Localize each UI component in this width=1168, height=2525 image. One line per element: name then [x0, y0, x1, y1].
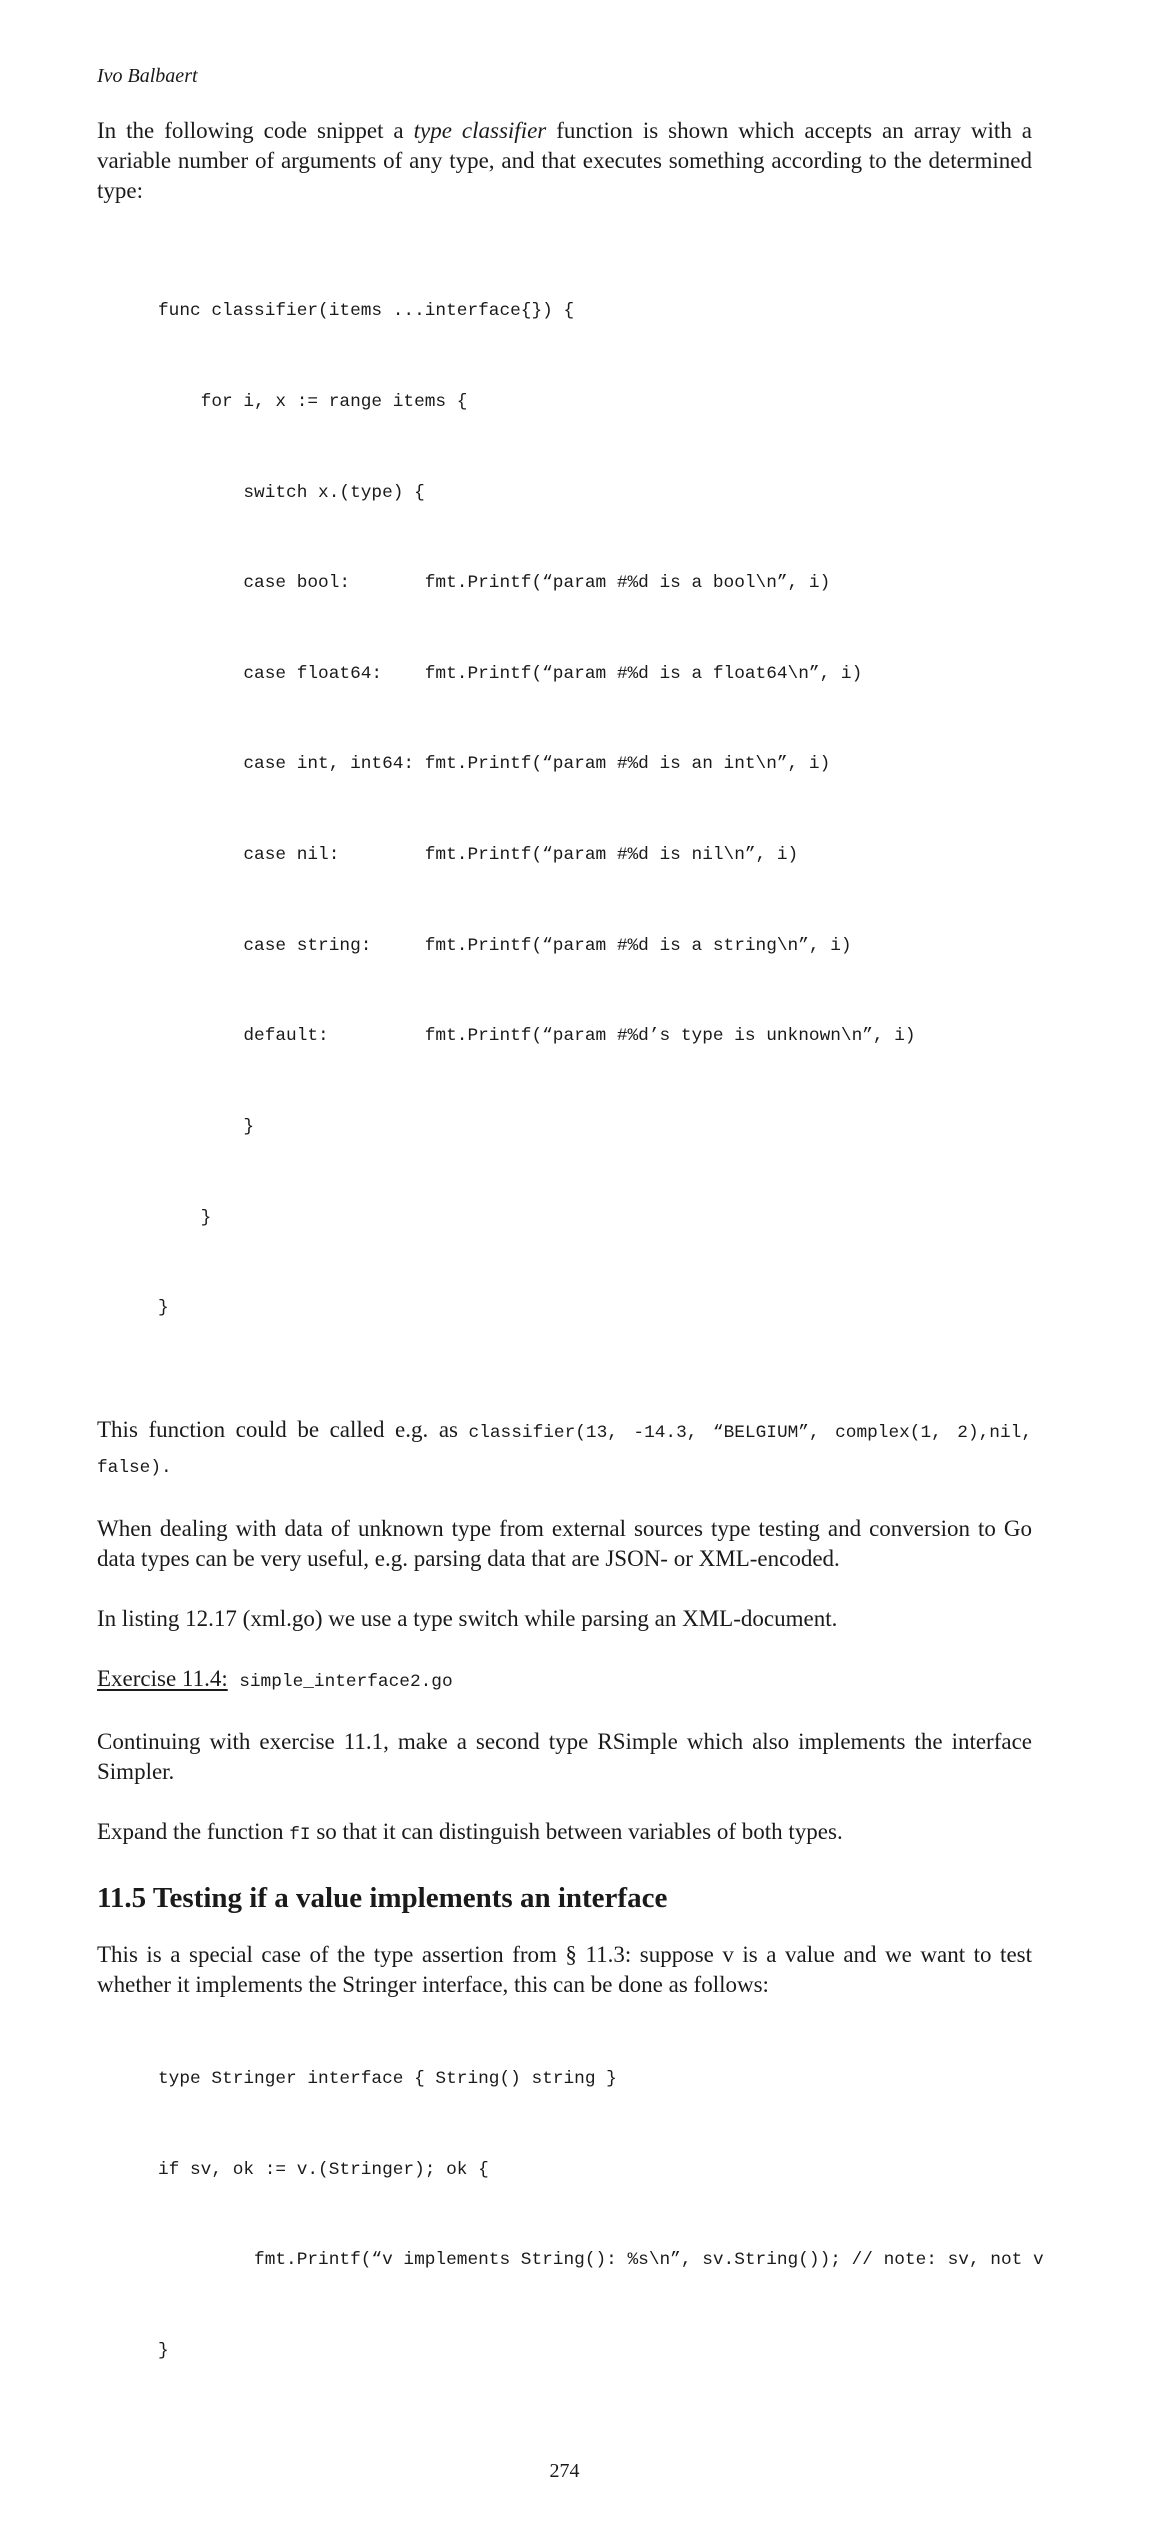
emphasis: type classifier — [413, 118, 547, 143]
exercise-label: Exercise 11.4: — [97, 1665, 228, 1691]
text: function is shown which accepts an array with a variable number of arguments of any type, and that executes something according to the determined type: — [97, 118, 1033, 203]
code-line: switch x.(type) { — [158, 482, 425, 503]
text: In the following code snippet a — [97, 118, 414, 143]
code-line: func classifier(items ...interface{}) { — [158, 301, 575, 322]
code-line: } — [158, 1298, 169, 1319]
code-line: type Stringer interface { String() string } — [158, 2069, 617, 2090]
text: so that it can distinguish between variables of both types. — [310, 1818, 843, 1844]
code-line: } — [158, 1116, 255, 1137]
call-example-paragraph — [97, 1414, 1032, 1484]
paragraph-stringer: This is a special case of the type assertion from § 11.3: suppose v is a value and we want to test whether it implements the Stringer interface, this can be done as follows: — [97, 1941, 1032, 1997]
running-header: Ivo Balbaert — [97, 65, 198, 87]
code-block-classifier — [158, 236, 1032, 1384]
paragraph-listing-ref: In listing 12.17 (xml.go) we use a type switch while parsing an XML-document. — [97, 1605, 838, 1631]
exercise-line — [97, 1664, 1032, 1697]
page-number: 274 — [549, 2459, 580, 2482]
code-line: for i, x := range items { — [158, 392, 468, 413]
code-line: } — [158, 1207, 212, 1228]
code-block-stringer — [158, 2004, 1044, 2427]
paragraph-external-data: When dealing with data of unknown type from external sources type testing and conversion to Go data types can be very useful, e.g. parsing data that are JSON- or XML-encoded. — [97, 1515, 1032, 1571]
code-line: if sv, ok := v.(Stringer); ok { — [158, 2159, 489, 2180]
code-line: case bool: fmt.Printf(“param #%d is a bool\n”, i) — [158, 573, 831, 594]
intro-paragraph — [97, 116, 1032, 206]
inline-code: classifier(13, -14.3, “BELGIUM”, complex(1, 2),nil, false). — [97, 1422, 1032, 1478]
code-line: case string: fmt.Printf(“param #%d is a string\n”, i) — [158, 935, 852, 956]
paragraph-exercise-desc: Continuing with exercise 11.1, make a second type RSimple which also implements the interface Simpler. — [97, 1728, 1032, 1784]
code-line: default: fmt.Printf(“param #%d’s type is unknown\n”, i) — [158, 1026, 916, 1047]
code-line: case nil: fmt.Printf(“param #%d is nil\n”, i) — [158, 845, 799, 866]
code-line: case int, int64: fmt.Printf(“param #%d is an int\n”, i) — [158, 754, 831, 775]
code-line: fmt.Printf(“v implements String(): %s\n”, sv.String()); // note: sv, not v — [158, 2250, 1044, 2271]
text: Expand the function — [97, 1818, 290, 1844]
paragraph-expand — [97, 1817, 1032, 1850]
inline-code: fI — [289, 1824, 311, 1845]
text: This function could be called e.g. as — [97, 1416, 469, 1442]
code-line: } — [158, 2340, 169, 2361]
code-line: case float64: fmt.Printf(“param #%d is a float64\n”, i) — [158, 663, 863, 684]
exercise-filename: simple_interface2.go — [239, 1671, 453, 1692]
section-heading: 11.5 Testing if a value implements an interface — [97, 1881, 668, 1914]
